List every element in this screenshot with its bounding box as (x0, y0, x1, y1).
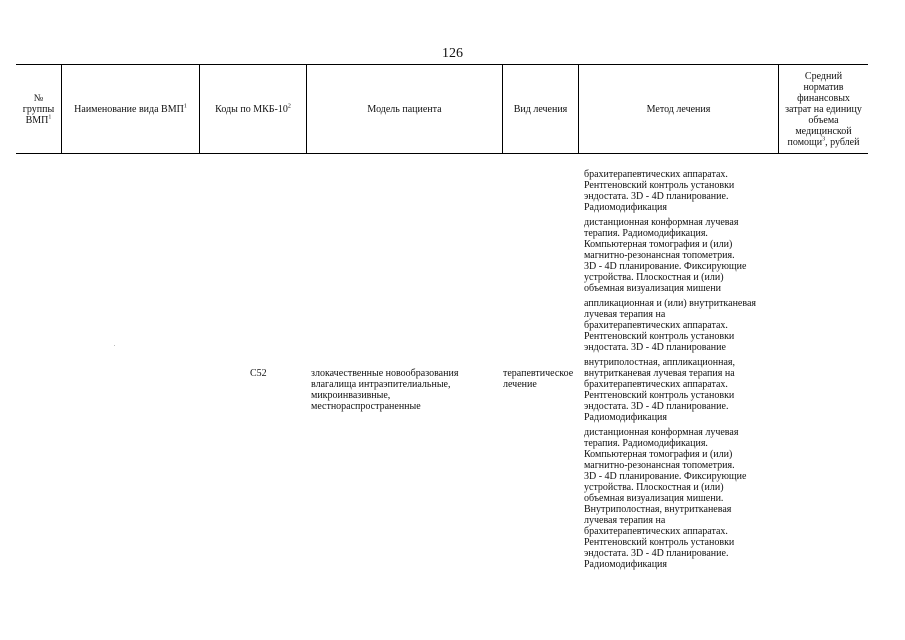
header-vmp-name-text: Наименование вида ВМП (74, 103, 184, 115)
header-group-line: группы (22, 103, 55, 115)
treatment-method-line: эндостата. 3D - 4D планирование. (584, 548, 729, 559)
patient-model-line: злокачественные новообразования (311, 368, 459, 379)
treatment-method-line: аппликационная и (или) внутритканевая (584, 298, 756, 309)
treatment-method-line: лучевая терапия на (584, 309, 666, 320)
treatment-method-line: Радиомодификация (584, 559, 668, 570)
header-treatment-type: Вид лечения (503, 65, 579, 153)
treatment-method-line: Внутриполостная, внутритканевая (584, 504, 732, 515)
header-cost-line: помощи (787, 136, 823, 148)
treatment-method-line: Радиомодификация (584, 412, 668, 423)
footnote-mark: 3 (822, 136, 826, 143)
header-group-number (16, 65, 62, 153)
treatment-method-line: Рентгеновский контроль установки (584, 390, 735, 401)
treatment-method-line: устройства. Плоскостная и (или) (584, 272, 724, 283)
table-header (16, 64, 868, 154)
treatment-method-line: терапия. Радиомодификация. (584, 228, 708, 239)
header-group-line: № (33, 92, 44, 104)
treatment-method-line: 3D - 4D планирование. Фиксирующие (584, 471, 747, 482)
treatment-methods (584, 169, 779, 574)
treatment-type-line: терапевтическое (503, 368, 574, 379)
treatment-type (503, 368, 583, 390)
header-cost-line: норматив (803, 81, 844, 93)
treatment-method-line: дистанционная конформная лучевая (584, 427, 739, 438)
treatment-method-item (584, 357, 779, 423)
treatment-method-item (584, 217, 779, 294)
treatment-method-line: эндостата. 3D - 4D планирование. (584, 191, 729, 202)
header-cost-line: объема (808, 114, 839, 126)
treatment-method-line: дистанционная конформная лучевая (584, 217, 739, 228)
treatment-method-line: брахитерапевтических аппаратах. (584, 169, 728, 180)
treatment-method-line: магнитно-резонансная топометрия. (584, 250, 735, 261)
treatment-method-line: объемная визуализация мишени. (584, 493, 724, 504)
treatment-method-line: Радиомодификация (584, 202, 668, 213)
treatment-method-item (584, 298, 779, 353)
treatment-method-line: 3D - 4D планирование. Фиксирующие (584, 261, 747, 272)
patient-model-line: местнораспространенные (311, 401, 421, 412)
header-cost-line: медицинской (795, 125, 852, 137)
scan-speck (114, 345, 115, 346)
header-cost-line: затрат на единицу (785, 103, 862, 115)
treatment-method-line: Компьютерная томография и (или) (584, 239, 733, 250)
treatment-method-line: брахитерапевтических аппаратах. (584, 320, 728, 331)
treatment-method-line: объемная визуализация мишени (584, 283, 721, 294)
mkb-code: С52 (250, 368, 267, 379)
treatment-method-line: лучевая терапия на (584, 515, 666, 526)
footnote-mark: 2 (287, 103, 291, 110)
header-cost (779, 65, 868, 153)
footnote-mark: 1 (48, 114, 52, 121)
page-number: 126 (442, 46, 463, 61)
treatment-method-line: терапия. Радиомодификация. (584, 438, 708, 449)
header-vmp-name (62, 65, 200, 153)
header-mkb-text: Коды по МКБ-10 (215, 103, 288, 115)
treatment-method-line: внутриполостная, аппликационная, (584, 357, 736, 368)
treatment-method-item (584, 427, 779, 570)
treatment-method-line: внутритканевая лучевая терапия на (584, 368, 735, 379)
treatment-method-line: Рентгеновский контроль установки (584, 331, 735, 342)
treatment-method-line: Рентгеновский контроль установки (584, 180, 735, 191)
header-cost-line: финансовых (797, 92, 850, 104)
treatment-method-line: брахитерапевтических аппаратах. (584, 526, 728, 537)
header-treatment-method: Метод лечения (579, 65, 779, 153)
treatment-method-line: эндостата. 3D - 4D планирование (584, 342, 726, 353)
footnote-mark: 1 (183, 103, 187, 110)
treatment-method-line: эндостата. 3D - 4D планирование. (584, 401, 729, 412)
treatment-method-item (584, 169, 779, 213)
header-mkb-codes (200, 65, 307, 153)
treatment-method-line: устройства. Плоскостная и (или) (584, 482, 724, 493)
header-group-line: ВМП (25, 114, 49, 126)
treatment-method-line: брахитерапевтических аппаратах. (584, 379, 728, 390)
header-patient-model: Модель пациента (307, 65, 503, 153)
header-cost-line: Средний (804, 70, 843, 82)
patient-model-line: влагалища интраэпителиальные, (311, 379, 451, 390)
header-cost-line: , рублей (825, 136, 860, 148)
treatment-type-line: лечение (503, 379, 537, 390)
treatment-method-line: Рентгеновский контроль установки (584, 537, 735, 548)
patient-model (311, 368, 491, 412)
treatment-method-line: Компьютерная томография и (или) (584, 449, 733, 460)
patient-model-line: микроинвазивные, (311, 390, 391, 401)
treatment-method-line: магнитно-резонансная топометрия. (584, 460, 735, 471)
